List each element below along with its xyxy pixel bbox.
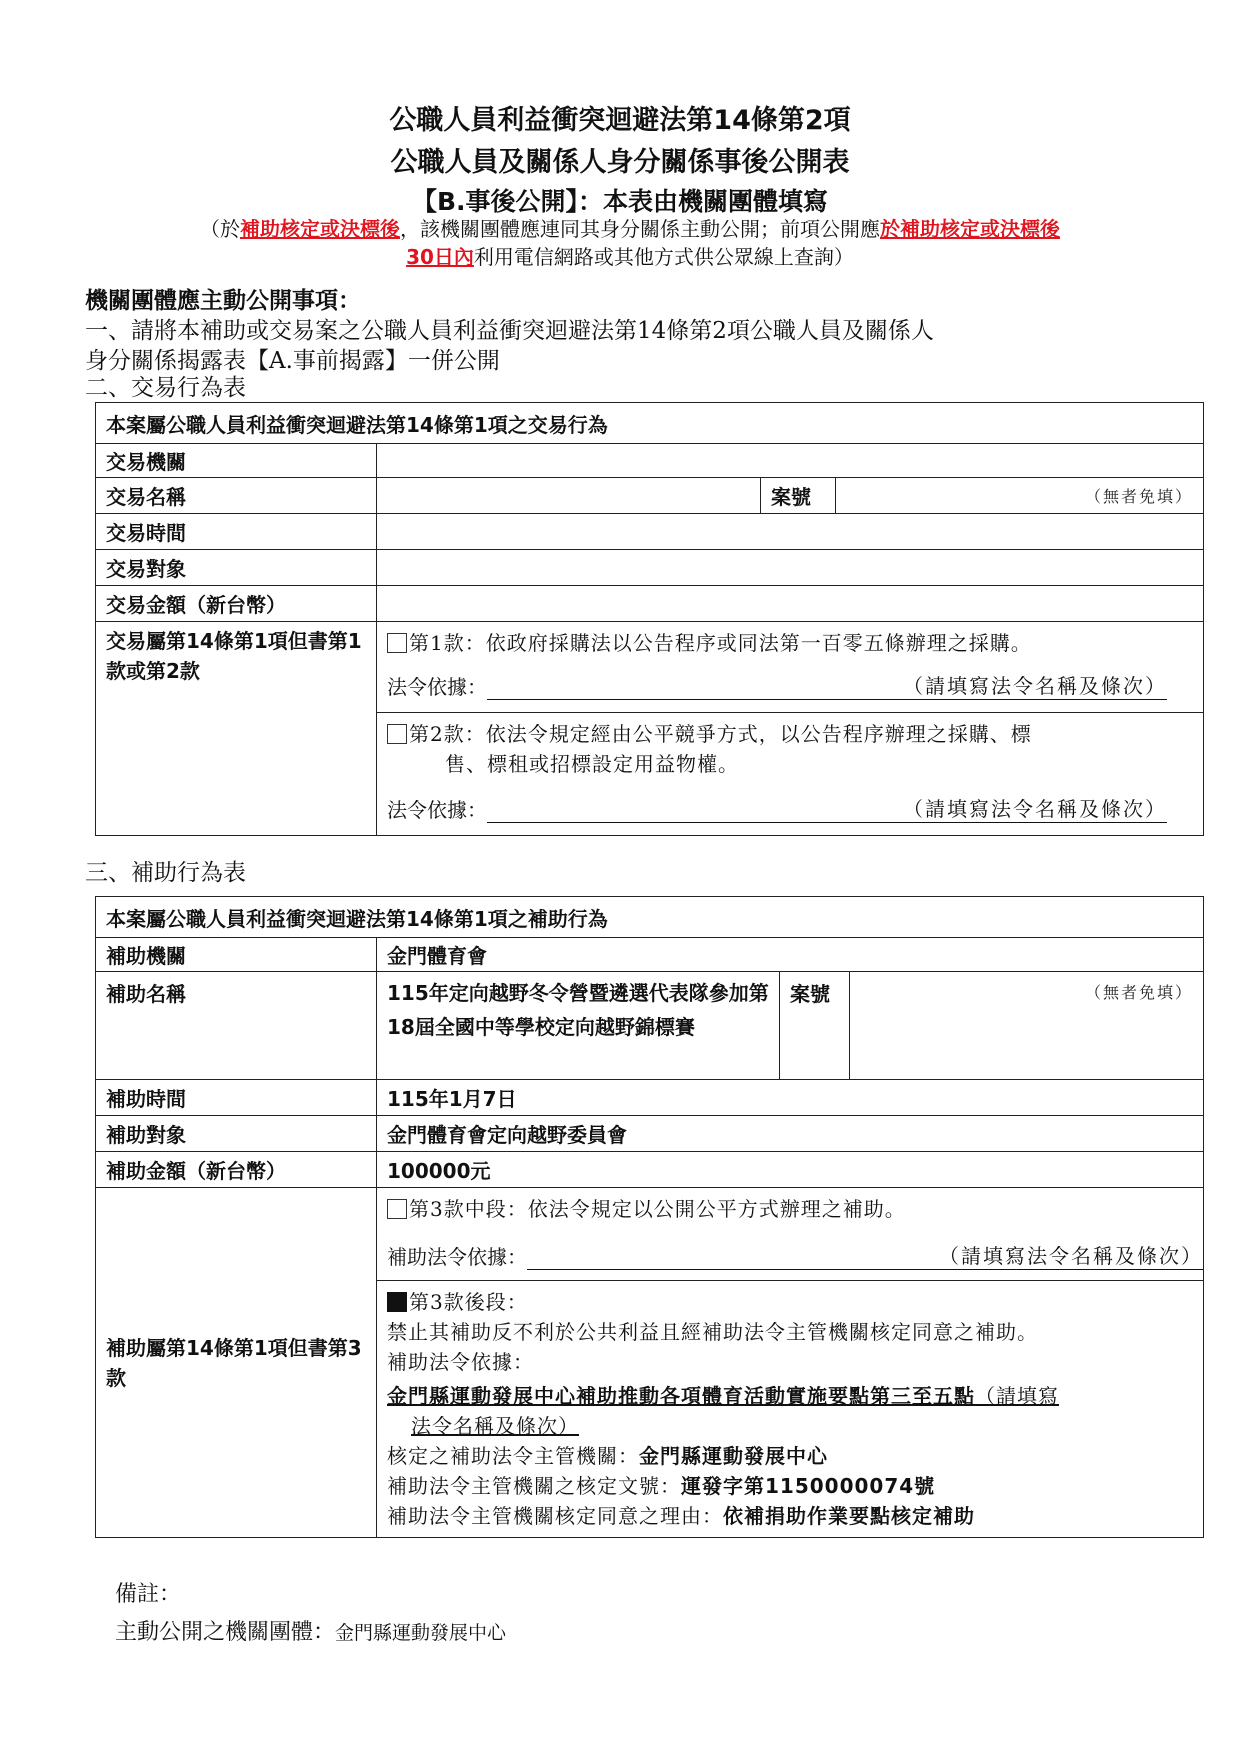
case-number-field[interactable] [850, 972, 1204, 1080]
table-row [96, 1116, 1204, 1152]
row-label: 交易名稱 [96, 478, 377, 514]
clause-late-text: 第3款後段： [409, 1290, 528, 1314]
basis-hint-b: 法令名稱及條次） [411, 1414, 579, 1438]
row-label: 補助時間 [96, 1080, 377, 1116]
reason-label: 補助法令主管機關核定同意之理由： [387, 1504, 723, 1528]
clause1-checkbox[interactable] [387, 633, 407, 653]
org-value: 金門縣運動發展中心 [335, 1622, 507, 1644]
basis-hint: （請填寫法令名稱及條次） [903, 797, 1167, 821]
notice-line1 [90, 215, 1170, 243]
clause-mid [387, 1194, 1203, 1224]
transaction-table [95, 402, 1204, 836]
section-item3: 三、補助行為表 [85, 860, 246, 886]
clause-late-checkbox[interactable] [387, 1292, 407, 1312]
authority-label: 核定之補助法令主管機關： [387, 1444, 639, 1468]
notice-red-2: 於補助核定或決標後 [880, 217, 1060, 241]
clause-mid-basis [387, 1240, 1203, 1270]
section-item1-line1: 一、請將本補助或交易案之公職人員利益衝突迴避法第14條第2項公職人員及關係人 [85, 318, 934, 344]
row-value-field[interactable] [377, 514, 1204, 550]
table-row [96, 1080, 1204, 1116]
row-label: 交易對象 [96, 550, 377, 586]
table-row [96, 972, 1204, 1080]
doc-title-line3: 【B.事後公開】：本表由機關團體填寫 [411, 187, 829, 216]
row-value: 115年1月7日 [377, 1080, 1204, 1116]
row-label: 交易時間 [96, 514, 377, 550]
disclosing-org [115, 1615, 506, 1646]
doc-no-value: 運發字第1150000074號 [681, 1474, 936, 1498]
org-label: 主動公開之機關團體： [115, 1620, 336, 1645]
row-label: 補助名稱 [96, 972, 377, 1080]
basis-input[interactable] [527, 1240, 1203, 1270]
clause-mid-text: 第3款中段：依法令規定以公開公平方式辦理之補助。 [409, 1197, 906, 1221]
notice-mid: ，該機關團體應連同其身分關係主動公開；前項公開應 [400, 217, 880, 241]
exception-cell [377, 1188, 1204, 1538]
clause-late [387, 1287, 1203, 1317]
clause2-checkbox[interactable] [387, 724, 407, 744]
clause-mid-checkbox[interactable] [387, 1199, 407, 1219]
clause-late-basis [387, 1381, 1203, 1411]
clause2 [387, 719, 1193, 749]
authority-row [387, 1441, 1203, 1471]
basis-label: 法令依據： [387, 675, 487, 699]
section-item1-line2: 身分關係揭露表【A.事前揭露】一併公開 [85, 348, 500, 374]
case-number-label: 案號 [761, 478, 836, 514]
row-value-field[interactable] [377, 478, 761, 514]
clause1-text: 第1款：依政府採購法以公告程序或同法第一百零五條辦理之採購。 [409, 631, 1032, 655]
basis-value: 金門縣運動發展中心補助推動各項體育活動實施要點第三至五點 [387, 1384, 975, 1408]
clause1-basis [387, 670, 1193, 700]
row-value-field[interactable] [377, 550, 1204, 586]
reason-value: 依補捐助作業要點核定補助 [723, 1504, 975, 1528]
clause2-text-line2: 售、標租或招標設定用益物權。 [445, 752, 739, 776]
notice-open: （於 [200, 217, 240, 241]
clause2-basis [387, 793, 1193, 823]
authority-value: 金門縣運動發展中心 [639, 1444, 828, 1468]
clause1 [387, 628, 1193, 658]
row-label: 補助對象 [96, 1116, 377, 1152]
exception-label: 補助屬第14條第1項但書第3款 [96, 1188, 377, 1538]
case-number-hint: （無者免填） [1084, 487, 1193, 506]
row-value: 金門體育會 [377, 938, 1204, 972]
row-label: 補助金額（新台幣） [96, 1152, 377, 1188]
table-row [96, 622, 1204, 836]
case-number-field[interactable] [836, 478, 1204, 514]
table-row [96, 550, 1204, 586]
doc-no-label: 補助法令主管機關之核定文號： [387, 1474, 681, 1498]
table-row [96, 1152, 1204, 1188]
clause-late-basis-label: 補助法令依據： [387, 1350, 534, 1374]
basis-label: 法令依據： [387, 798, 487, 822]
doc-title-line1: 公職人員利益衝突迴避法第14條第2項 [389, 105, 851, 136]
note-label: 備註： [115, 1582, 182, 1607]
row-label: 交易機關 [96, 444, 377, 478]
clause-late-desc: 禁止其補助反不利於公共利益且經補助法令主管機關核定同意之補助。 [387, 1320, 1038, 1344]
table-row [96, 444, 1204, 478]
case-number-label: 案號 [780, 972, 850, 1080]
basis-input[interactable] [487, 793, 1167, 823]
basis-hint-a: （請填寫 [975, 1384, 1059, 1408]
row-value: 金門體育會定向越野委員會 [377, 1116, 1204, 1152]
row-value: 100000元 [377, 1152, 1204, 1188]
exception-cell [377, 622, 1204, 836]
table-row [96, 478, 1204, 514]
section-item2: 二、交易行為表 [85, 375, 246, 401]
row-value: 115年定向越野冬令營暨遴選代表隊參加第18屆全國中等學校定向越野錦標賽 [377, 972, 780, 1080]
table-row [96, 586, 1204, 622]
subsidy-table [95, 896, 1204, 1538]
basis-label: 補助法令依據： [387, 1245, 527, 1269]
subsidy-table-title: 本案屬公職人員利益衝突迴避法第14條第1項之補助行為 [96, 897, 1204, 938]
row-label: 交易金額（新台幣） [96, 586, 377, 622]
notice-red-3: 30日內 [406, 245, 474, 269]
notice-red-1: 補助核定或決標後 [240, 217, 400, 241]
basis-hint: （請填寫法令名稱及條次） [903, 674, 1167, 698]
transaction-table-title: 本案屬公職人員利益衝突迴避法第14條第1項之交易行為 [96, 403, 1204, 444]
table-row [96, 938, 1204, 972]
row-value-field[interactable] [377, 444, 1204, 478]
row-value-field[interactable] [377, 586, 1204, 622]
notice-tail: 利用電信網路或其他方式供公眾線上查詢） [473, 245, 854, 269]
basis-input[interactable] [487, 670, 1167, 700]
case-number-hint: （無者免填） [1084, 983, 1193, 1002]
row-label: 補助機關 [96, 938, 377, 972]
table-row [96, 1188, 1204, 1538]
doc-title-line2: 公職人員及關係人身分關係事後公開表 [390, 147, 850, 178]
clause-late-basis-cont [387, 1411, 1203, 1441]
reason-row [387, 1501, 1203, 1531]
basis-hint: （請填寫法令名稱及條次） [939, 1244, 1203, 1268]
notice-line2 [90, 243, 1170, 271]
doc-no-row [387, 1471, 1203, 1501]
clause2-text-line1: 第2款：依法令規定經由公平競爭方式，以公告程序辦理之採購、標 [409, 722, 1032, 746]
exception-label: 交易屬第14條第1項但書第1款或第2款 [96, 622, 377, 836]
section-heading: 機關團體應主動公開事項： [85, 288, 361, 314]
table-row [96, 514, 1204, 550]
